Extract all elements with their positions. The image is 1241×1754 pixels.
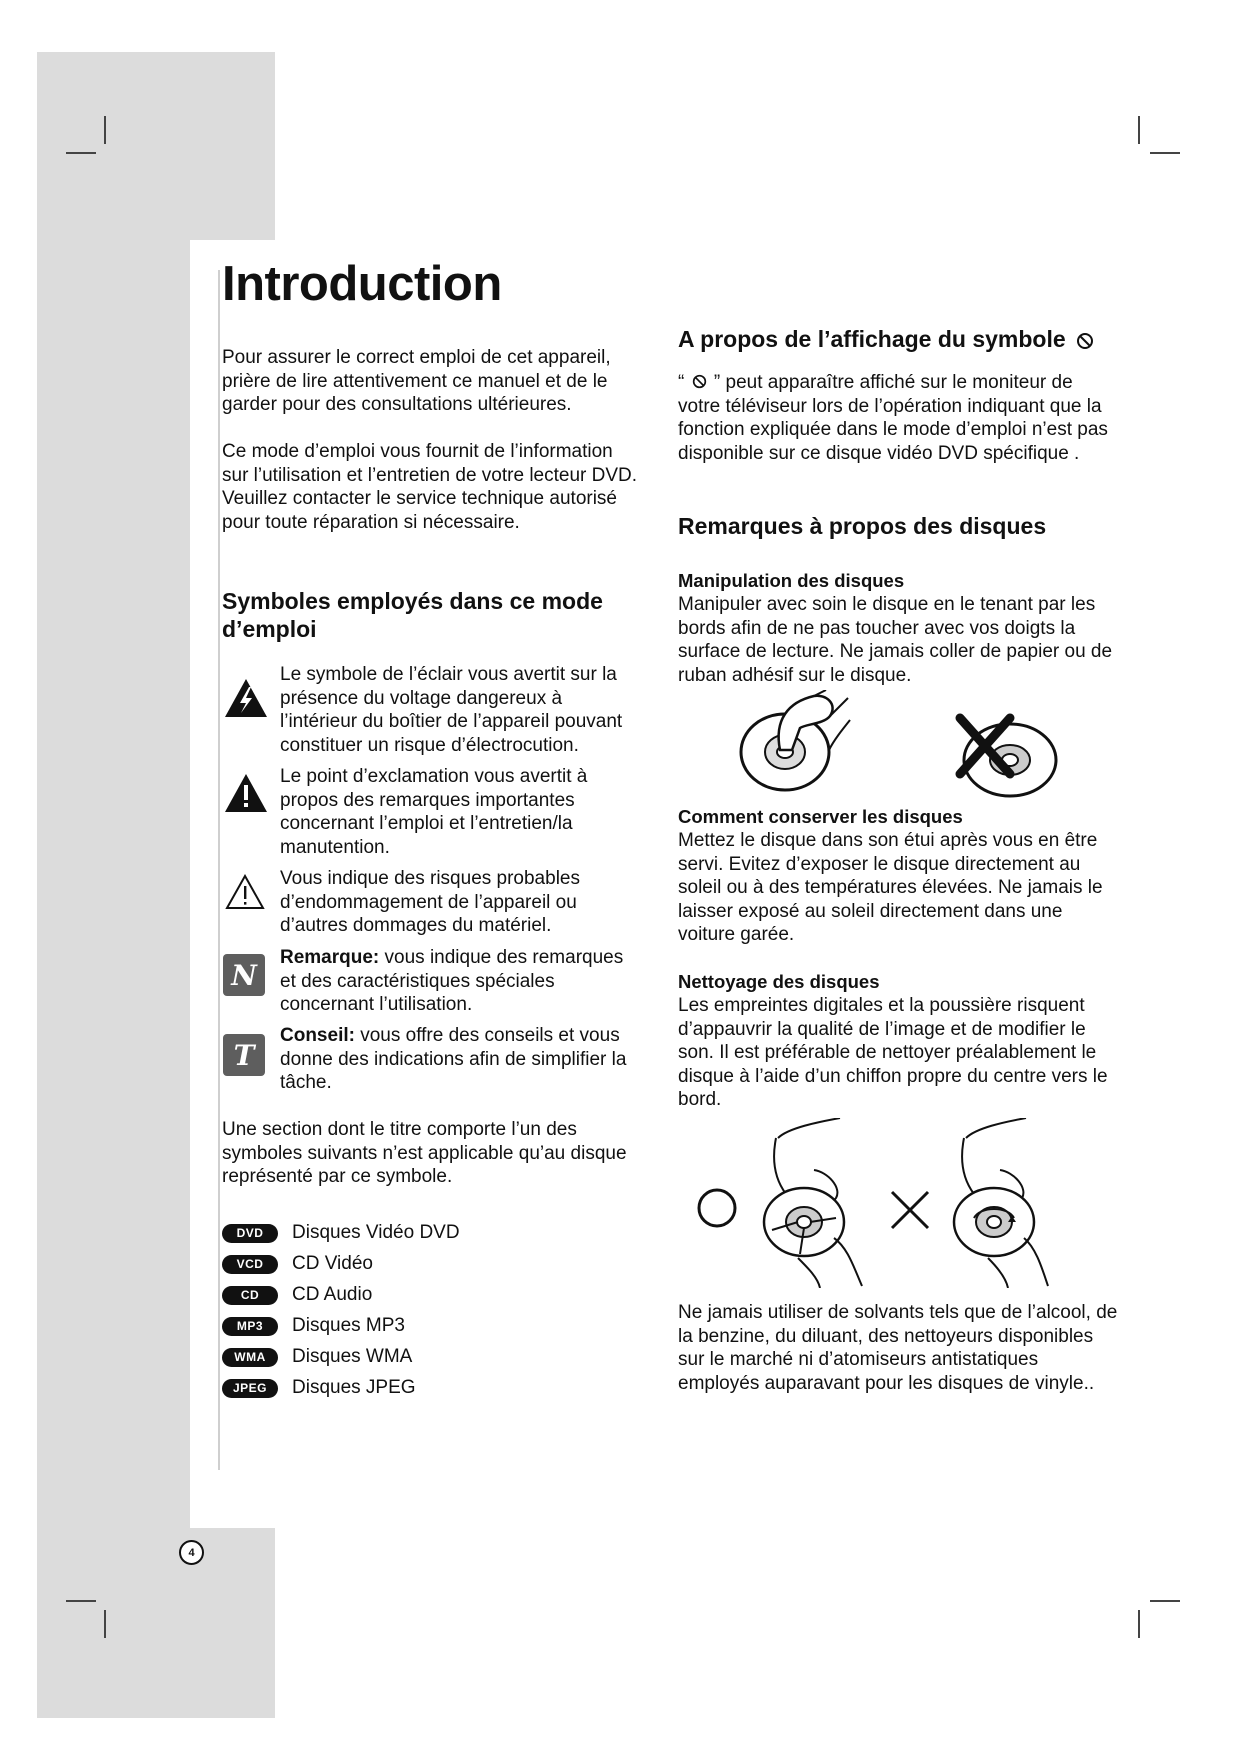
intro-paragraph-1: Pour assurer le correct emploi de cet appareil, prière de lire attentivement ce manuel et de le garder pour des consultations ultérieures. [222,347,611,416]
svg-text:N: N [231,959,257,992]
symbols-heading: Symboles employés dans ce mode d’emploi [222,588,603,642]
note-n-icon [223,954,265,996]
page-title: Introduction [222,257,502,311]
discs-heading: Remarques à propos des disques [678,513,1047,539]
handling-title: Manipulation des disques [678,570,905,591]
disc-label: CD Vidéo [292,1253,373,1274]
svg-text:T: T [233,1039,255,1072]
symbol-text-tip [280,1024,640,1095]
disc-badge: VCD [222,1255,278,1274]
caution-outline-icon [225,874,265,910]
symbol-text-note [280,946,640,1017]
crop-mark [104,116,106,144]
disc-correct-cleaning-illustration [758,1118,868,1288]
disc-correct-hold-illustration [730,690,870,800]
left-rule [218,270,220,1470]
storing-text: Mettez le disque dans son étui après vous en être servi. Evitez d’exposer le disque directement au soleil ou à des températures élevées. Ne jamais le laisser exposé au soleil directement dans une voiture garée. [678,830,1103,946]
cleaning-text: Les empreintes digitales et la poussière risquent d’appauvrir la qualité de l’image et de modifier le son. Il est préférable de nettoyer préalablement le disque à l’aide d’un chiffon propre du centre vers le bord. [678,995,1108,1111]
handling-text: Manipuler avec soin le disque en le tenant par les bords afin de ne pas toucher avec vos doigts la surface de lecture. Ne jamais coller de papier ou de ruban adhésif sur le disque. [678,594,1113,686]
cleaning-title: Nettoyage des disques [678,971,880,992]
disc-type-row [222,1344,412,1370]
symbol-display-heading-text: A propos de l’affichage du symbole [678,326,1066,352]
disc-label: Disques JPEG [292,1377,416,1398]
tip-label: Conseil: [280,1025,355,1046]
disc-type-row [222,1313,405,1339]
symbol-text-caution: Vous indique des risques probables d’endommagement de l’appareil ou d’autres dommages du matériel. [280,868,580,937]
disc-badge: JPEG [222,1379,278,1398]
disc-badge: MP3 [222,1317,278,1336]
solvents-warning: Ne jamais utiliser de solvants tels que de l’alcool, de la benzine, du diluant, des nettoyeurs disponibles sur le marché ni d’atomiseurs antistatiques employés auparavant pour les disques de vinyle.. [678,1302,1118,1394]
prohibited-symbol-icon [1076,332,1094,350]
disc-type-row [222,1282,372,1308]
note-label: Remarque: [280,947,380,968]
crop-mark [1138,116,1140,144]
quote-open: “ [678,372,685,393]
symbol-display-body: ” peut apparaître affiché sur le moniteur de votre téléviseur lors de l’opération indiquant que la fonction expliquée dans le mode d’emploi n’est pas disponible sur ce disque vidéo DVD spécifique . [678,372,1108,464]
crop-mark [66,152,96,154]
cross-incorrect-icon [888,1188,932,1232]
crop-mark [1150,1600,1180,1602]
crop-mark [104,1610,106,1638]
tip-t-icon [223,1034,265,1076]
note-text: vous indique des remarques et des caractéristiques spéciales concernant l’utilisation. [280,947,624,1016]
disc-badge: CD [222,1286,278,1305]
exclamation-warning-icon [223,772,269,814]
crop-mark [66,1600,96,1602]
intro-paragraph-2: Ce mode d’emploi vous fournit de l’information sur l’utilisation et l’entretien de votre lecteur DVD. Veuillez contacter le service technique autorisé pour toute réparation si nécessaire. [222,441,638,533]
disc-badge: DVD [222,1224,278,1243]
disc-incorrect-hold-illustration [948,712,1068,802]
disc-type-row [222,1251,373,1277]
page-number: 4 [179,1540,204,1565]
disc-badge: WMA [222,1348,278,1367]
symbol-display-paragraph [678,371,1118,465]
disc-label: CD Audio [292,1284,373,1305]
margin-band-left [37,52,190,1718]
disc-label: Disques WMA [292,1346,413,1367]
prohibited-symbol-icon [692,374,707,389]
symbol-text-exclamation: Le point d’exclamation vous avertit à propos des remarques importantes concernant l’emploi et l’entretien/la manutention. [280,766,588,858]
disc-label: Disques Vidéo DVD [292,1222,460,1243]
disc-type-row [222,1375,416,1401]
symbol-text-lightning: Le symbole de l’éclair vous avertit sur la présence du voltage dangereux à l’intérieur du boîtier de l’appareil pouvant constituer un risque d’électrocution. [280,664,623,756]
disc-incorrect-cleaning-illustration [944,1118,1054,1288]
lightning-warning-icon [223,677,269,719]
disc-label: Disques MP3 [292,1315,405,1336]
symbol-display-heading [678,325,1158,353]
disc-type-row [222,1220,460,1246]
crop-mark [1150,152,1180,154]
section-symbol-note: Une section dont le titre comporte l’un des symboles suivants n’est applicable qu’au disque représenté par ce symbole. [222,1119,627,1188]
crop-mark [1138,1610,1140,1638]
margin-band-bottom [37,1528,275,1718]
tip-text: vous offre des conseils et vous donne des indications afin de simplifier la tâche. [280,1025,627,1094]
storing-title: Comment conserver les disques [678,806,963,827]
circle-correct-icon [695,1186,739,1230]
